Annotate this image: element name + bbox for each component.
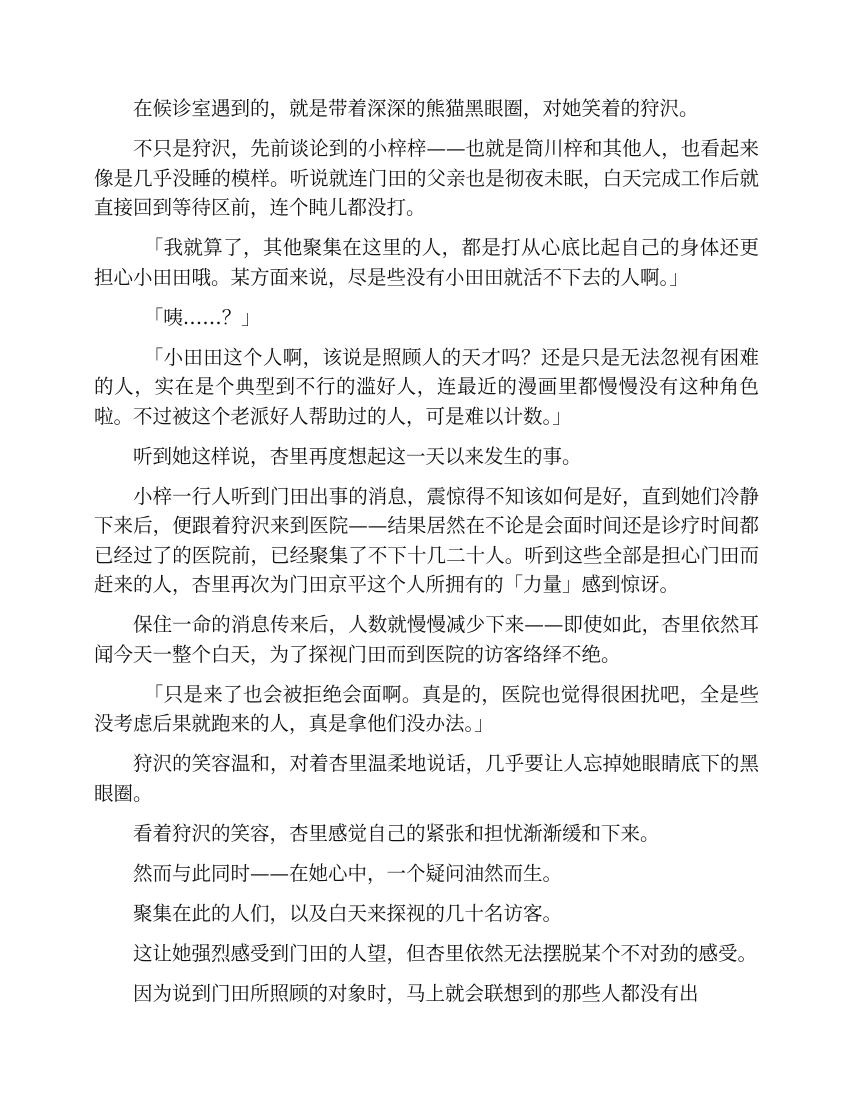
paragraph: 在候诊室遇到的，就是带着深深的熊猫黑眼圈，对她笑着的狩沢。 — [133, 97, 699, 120]
dialogue-paragraph: 「我就算了，其他聚集在这里的人，都是打从心底比起自己的身体还更担心小田田哦。某方面来说，尽是些没有小田田就活不下去的人啊。」 — [94, 236, 759, 289]
paragraph: 这让她强烈感受到门田的人望，但杏里依然无法摆脱某个不对劲的感受。 — [133, 941, 758, 965]
paragraph: 然而与此同时——在她心中，一个疑问油然而生。 — [133, 861, 563, 885]
dialogue-paragraph: 「咦……？」 — [143, 305, 261, 329]
dialogue-paragraph: 「只是来了也会被拒绝会面啊。真是的，医院也觉得很困扰吧，全是些没考虑后果就跑来的人，真是拿他们没办法。」 — [94, 682, 759, 735]
paragraph: 小梓一行人听到门田出事的消息，震惊得不知该如何是好，直到她们冷静下来后，便跟着狩沢来到医院——结果居然在不论是会面时间还是诊疗时间都已经过了的医院前，已经聚集了不下十几二十人。听到这些全部是担心门田而赶来的人，杏里再次为门田京平这个人所拥有的「力量」感到惊讶。 — [94, 484, 759, 596]
paragraph: 聚集在此的人们，以及白天来探视的几十名访客。 — [133, 901, 563, 925]
paragraph: 看着狩沢的笑容，杏里感觉自己的紧张和担忧渐渐缓和下来。 — [133, 821, 660, 845]
dialogue-paragraph: 「小田田这个人啊，该说是照顾人的天才吗？还是只是无法忽视有困难的人，实在是个典型到不行的滥好人，连最近的漫画里都慢慢没有这种角色啦。不过被这个老派好人帮助过的人，可是难以计数。」 — [94, 345, 759, 428]
paragraph: 狩沢的笑容温和，对着杏里温柔地说话，几乎要让人忘掉她眼睛底下的黑眼圈。 — [94, 752, 759, 805]
paragraph: 听到她这样说，杏里再度想起这一天以来发生的事。 — [133, 444, 582, 468]
paragraph: 因为说到门田所照顾的对象时，马上就会联想到的那些人都没有出 — [133, 981, 699, 1005]
body-text — [94, 94, 759, 1019]
paragraph: 保住一命的消息传来后，人数就慢慢减少下来——即使如此，杏里依然耳闻今天一整个白天，为了探视门田而到医院的访客络绎不绝。 — [94, 613, 759, 666]
paragraph: 不只是狩沢，先前谈论到的小梓梓——也就是筒川梓和其他人，也看起来像是几乎没睡的模样。听说就连门田的父亲也是彻夜未眠，白天完成工作后就直接回到等待区前，连个盹儿都没打。 — [94, 137, 759, 219]
